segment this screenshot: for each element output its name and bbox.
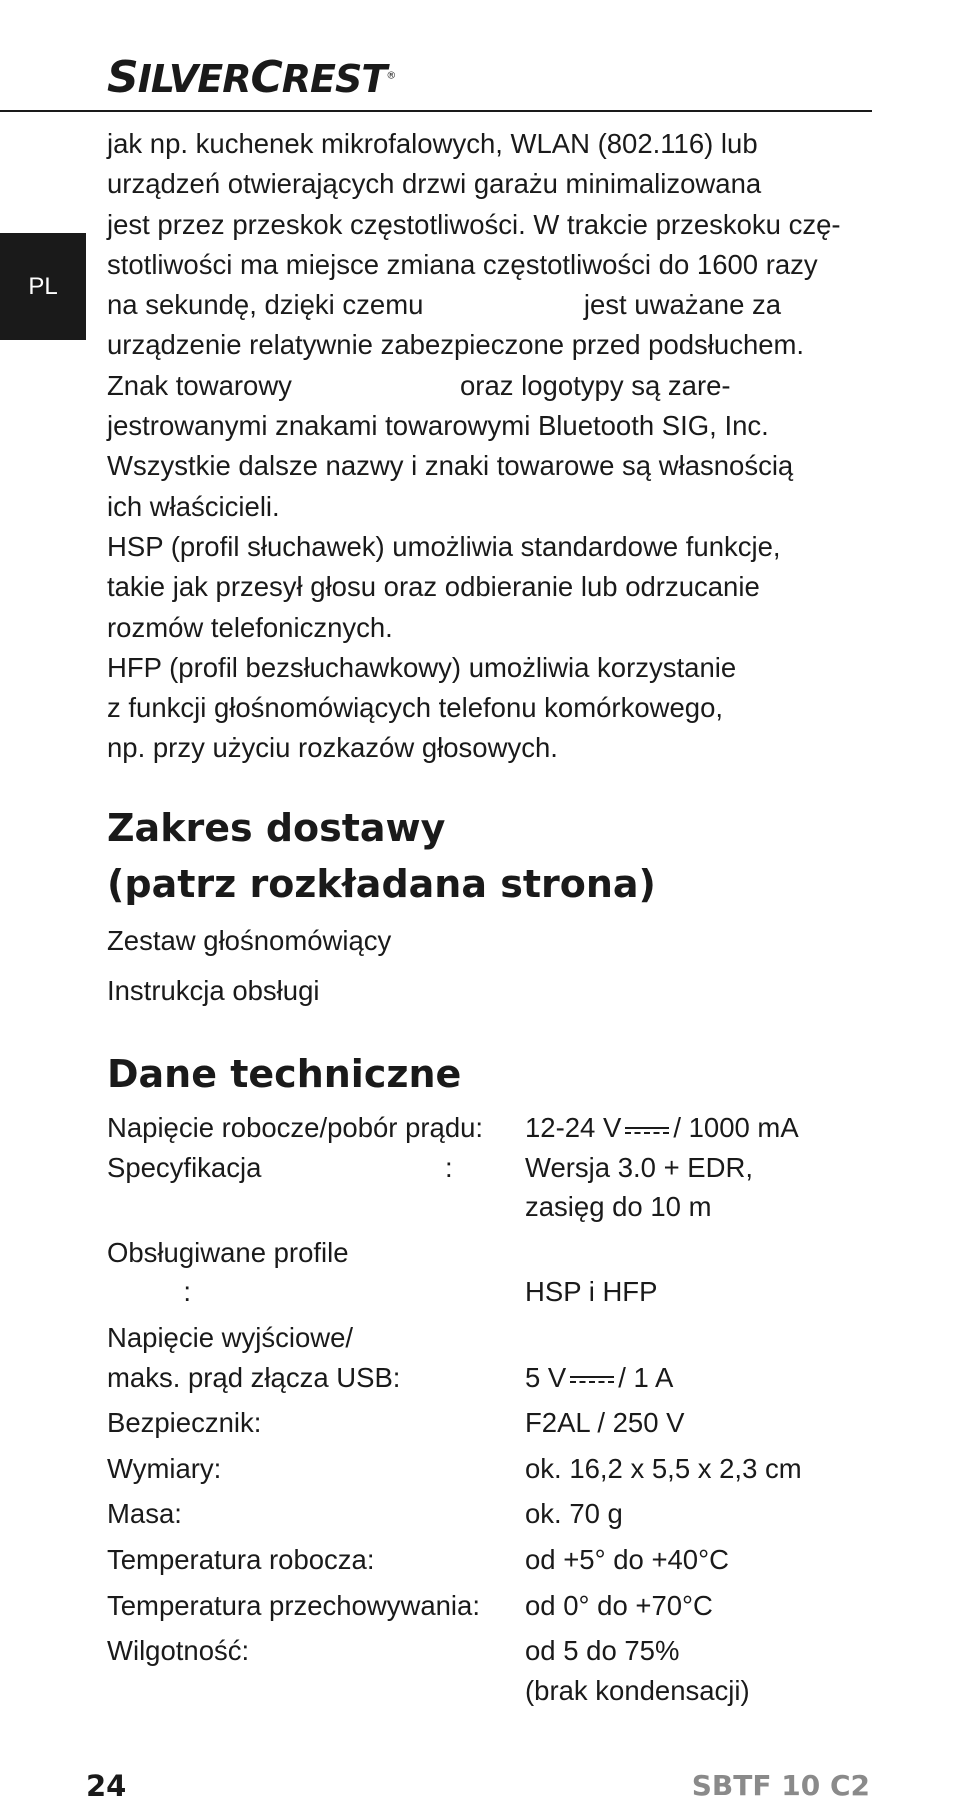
dc-symbol-icon: [625, 1123, 669, 1137]
spec-label: Obsługiwane profile: [107, 1236, 349, 1268]
delivery-heading-line: (patrz rozkładana strona): [107, 862, 656, 906]
spec-row-voltage: [107, 1108, 887, 1148]
intro-line: na sekundę, dzięki czemu jest uważane za: [107, 289, 782, 321]
intro-line: jak np. kuchenek mikrofalowych, WLAN (802.116) lub: [107, 128, 758, 159]
spec-label: :: [107, 1276, 192, 1308]
intro-line: z funkcji głośnomówiących telefonu komórkowego,: [107, 692, 723, 724]
spec-row-dimensions: [107, 1449, 887, 1489]
spec-value: (brak kondensacji): [525, 1674, 750, 1706]
spec-label: Wilgotność:: [107, 1635, 250, 1667]
language-tab: [0, 233, 86, 340]
spec-value: 5 V / 1 A: [525, 1361, 674, 1393]
delivery-list: [107, 916, 391, 1016]
intro-line: Znak towarowy oraz logotypy są zare-: [107, 369, 731, 401]
spec-label: Bezpiecznik:: [107, 1407, 262, 1439]
spec-label: Masa:: [107, 1498, 182, 1530]
spec-value: od +5° do +40°C: [525, 1543, 729, 1575]
intro-line: urządzeń otwierających drzwi garażu minimalizowana: [107, 168, 762, 200]
spec-row-humidity: [107, 1631, 887, 1671]
intro-line: takie jak przesył głosu oraz odbieranie lub odrzucanie: [107, 571, 760, 603]
spec-label: Specyfikacja: [107, 1151, 262, 1183]
delivery-item: Instrukcja obsługi: [107, 975, 320, 1006]
spec-label: maks. prąd złącza USB:: [107, 1361, 401, 1393]
intro-line: HFP (profil bezsłuchawkowy) umożliwia korzystanie: [107, 651, 737, 683]
spec-label: Wymiary:: [107, 1452, 222, 1484]
spec-value: F2AL / 250 V: [525, 1407, 685, 1439]
delivery-item: Zestaw głośnomówiący: [107, 925, 392, 956]
dc-symbol-icon: [570, 1372, 614, 1386]
spec-value: zasięg do 10 m: [525, 1191, 712, 1223]
spec-row-profiles-cont: [107, 1272, 887, 1312]
spec-colon: :: [445, 1151, 453, 1183]
spec-value: Wersja 3.0 + EDR,: [525, 1151, 753, 1183]
intro-line: jest przez przeskok częstotliwości. W trakcie przeskoku czę-: [107, 208, 841, 240]
spec-value: ok. 70 g: [525, 1498, 623, 1530]
spec-value: 12-24 V / 1000 mA: [525, 1112, 799, 1143]
intro-line: jestrowanymi znakami towarowymi Bluetooth SIG, Inc.: [107, 410, 769, 442]
spec-row-specification: [107, 1148, 887, 1188]
spec-row-humidity-cont: [107, 1671, 887, 1711]
header-divider: [0, 110, 872, 112]
brand-logo: SILVERCREST®: [107, 52, 396, 103]
spec-value: od 5 do 75%: [525, 1635, 680, 1667]
specs-heading: Dane techniczne: [107, 1052, 462, 1096]
model-number: SBTF 10 C2: [691, 1769, 870, 1802]
spec-row-specification-cont: [107, 1187, 887, 1227]
intro-line: stotliwości ma miejsce zmiana częstotliwości do 1600 razy: [107, 248, 818, 280]
intro-line: HSP (profil słuchawek) umożliwia standardowe funkcje,: [107, 530, 781, 562]
specs-table: [107, 1108, 887, 1710]
intro-line: Wszystkie dalsze nazwy i znaki towarowe są własnością: [107, 450, 794, 482]
spec-row-profiles: [107, 1233, 887, 1273]
intro-line: rozmów telefonicznych.: [107, 611, 393, 643]
intro-line: np. przy użyciu rozkazów głosowych.: [107, 732, 558, 764]
intro-line: ich właścicieli.: [107, 490, 280, 522]
page-number: 24: [86, 1769, 127, 1803]
spec-value: ok. 16,2 x 5,5 x 2,3 cm: [525, 1452, 802, 1484]
spec-row-storage-temp: [107, 1586, 887, 1626]
intro-line: urządzenie relatywnie zabezpieczone przed podsłuchem.: [107, 329, 805, 361]
delivery-heading-line: Zakres dostawy: [107, 806, 446, 850]
spec-label: Temperatura robocza:: [107, 1543, 375, 1575]
spec-row-mass: [107, 1494, 887, 1534]
spec-label: Temperatura przechowywania:: [107, 1589, 480, 1621]
spec-row-usb: [107, 1318, 887, 1358]
spec-label: Napięcie robocze/pobór prądu:: [107, 1112, 484, 1143]
spec-row-operating-temp: [107, 1540, 887, 1580]
spec-label: Napięcie wyjściowe/: [107, 1321, 354, 1353]
intro-text: [107, 124, 867, 769]
delivery-heading: [107, 800, 656, 912]
spec-value: od 0° do +70°C: [525, 1589, 713, 1621]
language-label: PL: [28, 272, 58, 300]
spec-row-usb-cont: [107, 1358, 887, 1398]
spec-row-fuse: [107, 1403, 887, 1443]
spec-value: HSP i HFP: [525, 1276, 658, 1308]
